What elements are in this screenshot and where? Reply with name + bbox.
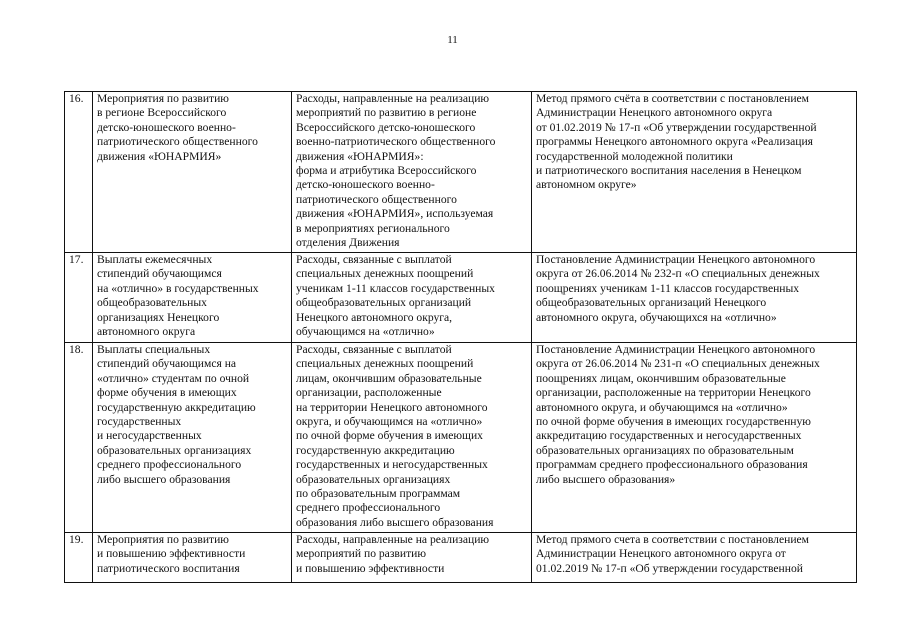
calculation-method-cell: Постановление Администрации Ненецкого автономного округа от 26.06.2014 № 231-п «О специальных денежных поощрениях лицам, окончившим образовательные организации, расположенные на территории Ненецкого автономного округа, и обучающимся на «отлично» по очной форме обучения в имеющих государственную аккредитацию государственных и негосударственных образовательных организациях по образовательным программам среднего профессионального образования либо высшего образования» (532, 343, 857, 533)
measure-name-cell: Выплаты ежемесячных стипендий обучающимся на «отлично» в государственных общеобразовательных организациях Ненецкого автономного округа (93, 253, 292, 343)
table-row (65, 533, 857, 583)
calculation-method-cell: Метод прямого счёта в соответствии с постановлением Администрации Ненецкого автономного округа от 01.02.2019 № 17-п «Об утверждении государственной программы Ненецкого автономного округа «Реализация государственной молодежной политики и патриотического воспитания населения в Ненецком автономном округе» (532, 92, 857, 253)
row-number: 19. (65, 533, 93, 583)
expenses-cell: Расходы, направленные на реализацию мероприятий по развитию и повышению эффективности (292, 533, 532, 583)
expenses-cell: Расходы, связанные с выплатой специальных денежных поощрений ученикам 1-11 классов государственных общеобразовательных организаций Ненецкого автономного округа, обучающимся на «отлично» (292, 253, 532, 343)
row-number: 16. (65, 92, 93, 253)
table-row (65, 343, 857, 533)
calculation-method-cell: Постановление Администрации Ненецкого автономного округа от 26.06.2014 № 232-п «О специальных денежных поощрениях ученикам 1-11 классов государственных общеобразовательных организаций Ненецкого автономного округа, обучающихся на «отлично» (532, 253, 857, 343)
row-number: 17. (65, 253, 93, 343)
measure-name-cell: Мероприятия по развитию в регионе Всероссийского детско-юношеского военно- патриотического общественного движения «ЮНАРМИЯ» (93, 92, 292, 253)
table-row (65, 253, 857, 343)
calculation-method-cell: Метод прямого счета в соответствии с постановлением Администрации Ненецкого автономного округа от 01.02.2019 № 17-п «Об утверждении государственной (532, 533, 857, 583)
row-number: 18. (65, 343, 93, 533)
document-table (64, 91, 857, 583)
expenses-cell: Расходы, связанные с выплатой специальных денежных поощрений лицам, окончившим образовательные организации, расположенные на территории Ненецкого автономного округа, и обучающимся на «отлично» по очной форме обучения в имеющих государственную аккредитацию государственных и негосударственных образовательных организациях по образовательным программам среднего профессионального образования либо высшего образования (292, 343, 532, 533)
expenses-cell: Расходы, направленные на реализацию мероприятий по развитию в регионе Всероссийского детско-юношеского военно-патриотического общественного движения «ЮНАРМИЯ»: форма и атрибутика Всероссийского детско-юношеского военно- патриотического общественного движения «ЮНАРМИЯ», используемая в мероприятиях регионального отделения Движения (292, 92, 532, 253)
page-number: 11 (447, 34, 458, 46)
table-row (65, 92, 857, 253)
measure-name-cell: Выплаты специальных стипендий обучающимся на «отлично» студентам по очной форме обучения в имеющих государственную аккредитацию государственных и негосударственных образовательных организациях среднего профессионального либо высшего образования (93, 343, 292, 533)
measure-name-cell: Мероприятия по развитию и повышению эффективности патриотического воспитания (93, 533, 292, 583)
